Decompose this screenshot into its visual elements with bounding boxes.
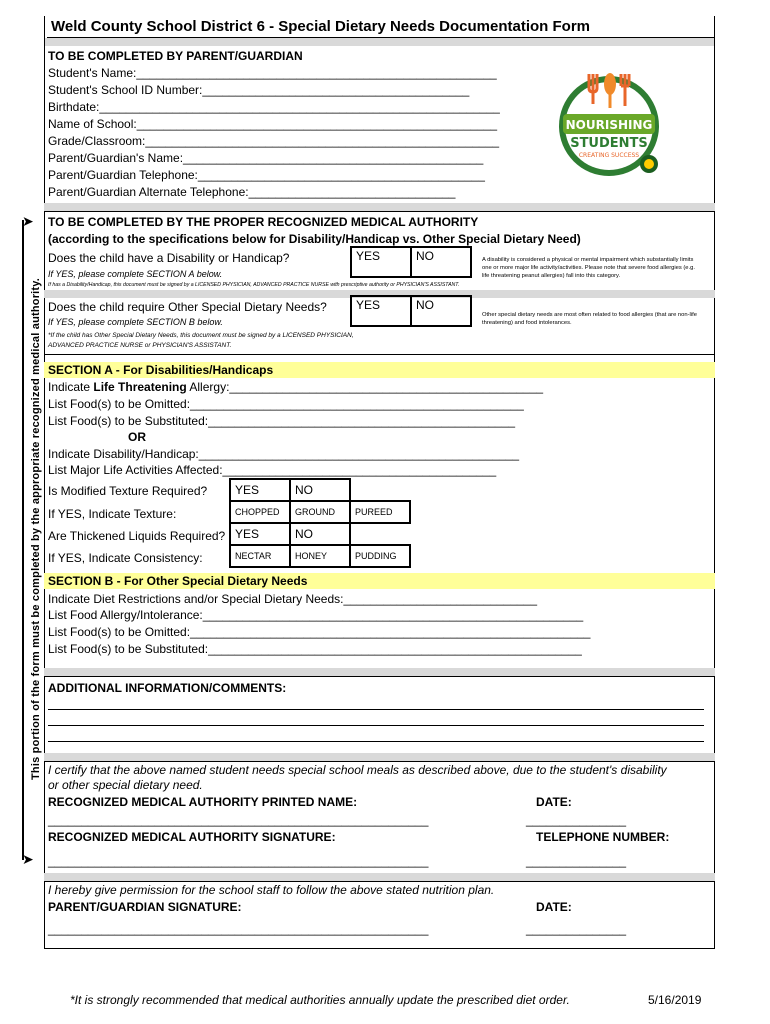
- b-foods-omitted-field[interactable]: List Food(s) to be Omitted:____________________________________________________________: [48, 625, 591, 639]
- additional-heading: ADDITIONAL INFORMATION/COMMENTS:: [48, 681, 287, 695]
- texture-question: Is Modified Texture Required?: [48, 484, 208, 498]
- consistency-instruction: If YES, Indicate Consistency:: [48, 551, 203, 565]
- arrow-right-icon: ➤: [22, 213, 34, 229]
- no-label: NO: [416, 249, 434, 263]
- divider: [44, 668, 715, 676]
- student-id-field[interactable]: Student's School ID Number:________________________________________: [48, 83, 470, 97]
- ground-label: GROUND: [295, 507, 335, 517]
- disability-instruction: If YES, please complete SECTION A below.: [48, 269, 223, 279]
- allergy-label-post: Allergy:_______________________________________________: [186, 380, 544, 394]
- allergy-label-bold: Life Threatening: [93, 380, 187, 394]
- liquids-question: Are Thickened Liquids Required?: [48, 529, 226, 543]
- texture-chopped-box[interactable]: [229, 500, 291, 524]
- certify-text-2: or other special dietary need.: [48, 778, 203, 792]
- foods-omitted-field[interactable]: List Food(s) to be Omitted:__________________________________________________: [48, 397, 524, 411]
- chopped-label: CHOPPED: [235, 507, 280, 517]
- special-needs-note-2: ADVANCED PRACTICE NURSE or PHYSICIAN'S ASSISTANT.: [48, 342, 232, 349]
- special-needs-question: Does the child require Other Special Dietary Needs?: [48, 300, 327, 314]
- pureed-label: PUREED: [355, 507, 393, 517]
- texture-pureed-box[interactable]: [349, 500, 411, 524]
- texture-ground-box[interactable]: [289, 500, 351, 524]
- allergy-label-pre: Indicate: [48, 380, 94, 394]
- guardian-phone-field[interactable]: Parent/Guardian Telephone:___________________________________________: [48, 168, 485, 182]
- disability-question: Does the child have a Disability or Handicap?: [48, 251, 290, 265]
- rule: [44, 676, 715, 677]
- consistency-honey-box[interactable]: [289, 544, 351, 568]
- footer-date: 5/16/2019: [648, 993, 702, 1007]
- disability-signature-note: If has a Disability/Handicap, this document must be signed by a LICENSED PHYSICIAN, ADVANCED PRACTICE NURSE with prescriptive authority or PHYSICIAN'S ASSISTANT.: [48, 282, 460, 288]
- consistency-nectar-box[interactable]: [229, 544, 291, 568]
- comment-line[interactable]: [48, 709, 704, 710]
- logo-tagline: CREATING SUCCESS: [578, 152, 640, 159]
- signature-field[interactable]: _________________________________________________________: [48, 854, 429, 868]
- special-needs-no-box[interactable]: [410, 295, 472, 327]
- guardian-signature-label: PARENT/GUARDIAN SIGNATURE:: [48, 900, 242, 914]
- special-needs-note-1: *If the child has Other Special Dietary Needs, this document must be signed by a LICENSED PHYSICIAN,: [48, 332, 354, 339]
- food-allergy-field[interactable]: List Food Allergy/Intolerance:_________________________________________________________: [48, 608, 584, 622]
- diet-restrictions-field[interactable]: Indicate Diet Restrictions and/or Special Dietary Needs:_____________________________: [48, 592, 538, 606]
- signature-label: RECOGNIZED MEDICAL AUTHORITY SIGNATURE:: [48, 830, 336, 844]
- telephone-field[interactable]: _______________: [526, 854, 627, 868]
- school-name-field[interactable]: Name of School:______________________________________________________: [48, 117, 498, 131]
- no-label: NO: [295, 483, 313, 497]
- side-arrow-line: [22, 220, 24, 860]
- b-foods-substituted-field[interactable]: List Food(s) to be Substituted:________________________________________________________: [48, 642, 582, 656]
- footer-note: *It is strongly recommended that medical authorities annually update the prescribed diet order.: [70, 993, 570, 1007]
- disability-yes-box[interactable]: [350, 246, 412, 278]
- consistency-pudding-box[interactable]: [349, 544, 411, 568]
- nourishing-students-logo: [553, 68, 665, 180]
- yes-label: YES: [235, 483, 260, 497]
- divider: [44, 753, 715, 761]
- printed-name-label: RECOGNIZED MEDICAL AUTHORITY PRINTED NAME:: [48, 795, 358, 809]
- disability-info: A disability is considered a physical or mental impairment which substantially limits one or more major life activity/activities. Please note that severe food allergies (e.g. life threatening peanut allergies) fall into this category.: [482, 257, 695, 279]
- logo-word2: STUDENTS: [570, 136, 648, 151]
- permission-date-label: DATE:: [536, 900, 572, 914]
- pudding-label: PUDDING: [355, 551, 397, 561]
- logo-word1: NOURISHING: [565, 118, 653, 132]
- rule: [44, 211, 715, 212]
- special-needs-yes-box[interactable]: [350, 295, 412, 327]
- date-label: DATE:: [536, 795, 572, 809]
- disability-no-box[interactable]: [410, 246, 472, 278]
- special-needs-instruction: If YES, please complete SECTION B below.: [48, 317, 223, 327]
- birthdate-field[interactable]: Birthdate:____________________________________________________________: [48, 100, 500, 114]
- rule: [44, 354, 715, 355]
- form-title: Weld County School District 6 - Special Dietary Needs Documentation Form: [47, 16, 715, 38]
- telephone-label: TELEPHONE NUMBER:: [536, 830, 670, 844]
- parent-heading: TO BE COMPLETED BY PARENT/GUARDIAN: [48, 49, 303, 63]
- yes-label: YES: [356, 298, 381, 312]
- liquids-yes-box[interactable]: [229, 522, 291, 546]
- or-label: OR: [128, 430, 146, 444]
- foods-substituted-field[interactable]: List Food(s) to be Substituted:______________________________________________: [48, 414, 516, 428]
- liquids-no-box[interactable]: [289, 522, 351, 546]
- printed-name-field[interactable]: _________________________________________________________: [48, 813, 429, 827]
- divider: [44, 203, 715, 211]
- medical-subheading: (according to the specifications below for Disability/Handicap vs. Other Special Dietary Need): [48, 232, 581, 246]
- no-label: NO: [416, 298, 434, 312]
- yes-label: YES: [235, 527, 260, 541]
- guardian-alt-phone-field[interactable]: Parent/Guardian Alternate Telephone:_______________________________: [48, 185, 456, 199]
- section-b-heading: SECTION B - For Other Special Dietary Needs: [48, 574, 308, 588]
- comment-line[interactable]: [48, 725, 704, 726]
- life-activities-field[interactable]: List Major Life Activities Affected:_________________________________________: [48, 463, 497, 477]
- texture-no-box[interactable]: [289, 478, 351, 502]
- disability-field[interactable]: Indicate Disability/Handicap:________________________________________________: [48, 447, 520, 461]
- grade-field[interactable]: Grade/Classroom:_____________________________________________________: [48, 134, 500, 148]
- life-threatening-allergy-field[interactable]: [48, 379, 543, 395]
- texture-instruction: If YES, Indicate Texture:: [48, 507, 177, 521]
- medical-heading: TO BE COMPLETED BY THE PROPER RECOGNIZED MEDICAL AUTHORITY: [48, 215, 479, 229]
- special-needs-info: Other special dietary needs are most often related to food allergies (that are non-life threatening) and food intolerances.: [482, 312, 697, 326]
- comment-line[interactable]: [48, 741, 704, 742]
- date-field[interactable]: _______________: [526, 813, 627, 827]
- divider: [44, 873, 715, 881]
- honey-label: HONEY: [295, 551, 328, 561]
- form-bottom-border: [44, 948, 715, 949]
- nectar-label: NECTAR: [235, 551, 272, 561]
- arrow-right-icon: ➤: [22, 851, 34, 867]
- no-label: NO: [295, 527, 313, 541]
- texture-yes-box[interactable]: [229, 478, 291, 502]
- student-name-field[interactable]: Student's Name:______________________________________________________: [48, 66, 497, 80]
- guardian-signature-field[interactable]: _________________________________________________________: [48, 922, 429, 936]
- guardian-name-field[interactable]: Parent/Guardian's Name:_____________________________________________: [48, 151, 484, 165]
- permission-date-field[interactable]: _______________: [526, 922, 627, 936]
- certify-text-1: I certify that the above named student needs special school meals as described above, due to the student's disability: [48, 763, 667, 777]
- side-note: This portion of the form must be completed by the appropriate recognized medical authority.: [30, 277, 42, 780]
- permission-text: I hereby give permission for the school staff to follow the above stated nutrition plan.: [48, 883, 495, 897]
- section-a-heading: SECTION A - For Disabilities/Handicaps: [48, 363, 274, 377]
- yes-label: YES: [356, 249, 381, 263]
